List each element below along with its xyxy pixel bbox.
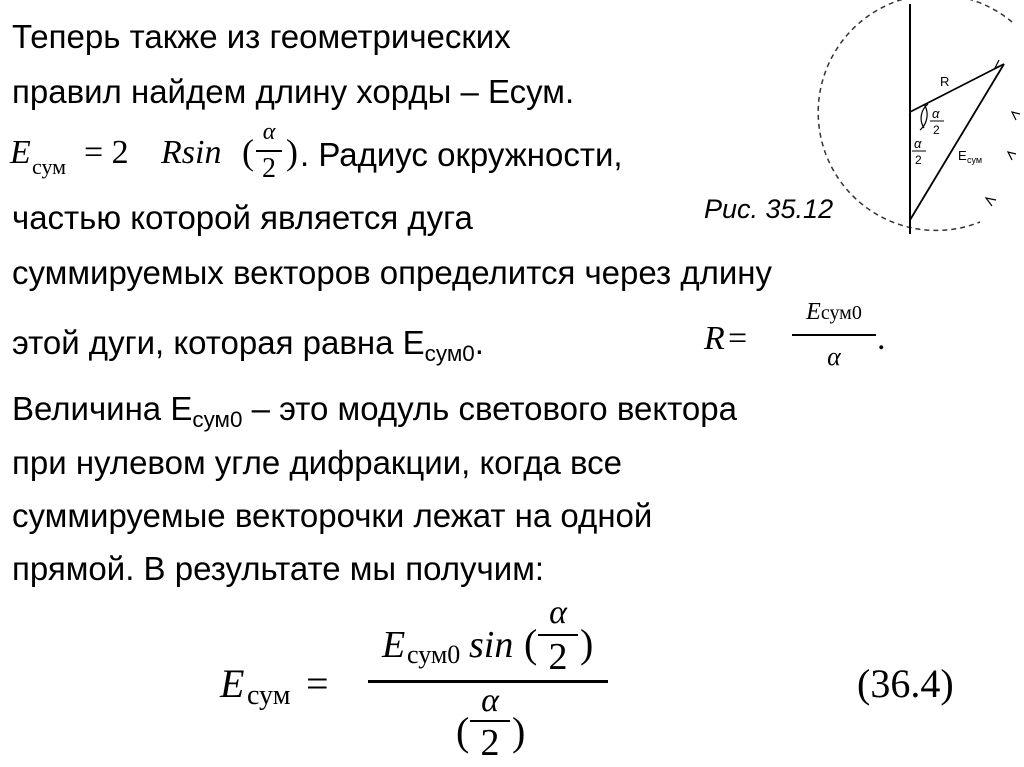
main-formula [220, 592, 1000, 762]
text-line-8: при нулевом угле дифракции, когда все [12, 444, 622, 481]
main-fraction-denominator: ( α 2 ) [456, 682, 526, 764]
radius-formula-R: R [704, 320, 725, 357]
arc-arrow-2 [1012, 112, 1020, 120]
main-formula-E: E [220, 661, 245, 706]
fig-label-E-sub: сум [967, 155, 983, 165]
radius-fraction [792, 294, 876, 372]
fig-label-two-1: 2 [933, 123, 940, 137]
chord-formula-eq: = 2 [84, 134, 129, 171]
chord-formula-close: ) [286, 132, 298, 172]
dashed-circle [818, 0, 1012, 230]
chord-formula-E: E [10, 134, 31, 171]
radius-fraction-den: α [827, 342, 841, 371]
text-line-7-sub: сум0 [192, 407, 243, 433]
equation-number: (36.4) [857, 661, 954, 706]
fig-label-two-2: 2 [915, 153, 922, 167]
main-fraction [368, 592, 608, 762]
fig-label-E: E [958, 148, 967, 163]
text-line-7-start: Величина Е [12, 390, 193, 427]
text-line-2: правил найдем длину хорды – Есум. [12, 73, 575, 110]
text-line-1: Теперь также из геометрических [12, 18, 511, 55]
text-line-10: прямой. В результате мы получим: [12, 550, 545, 587]
chord-formula-sub: сум [32, 154, 67, 179]
radius-fraction-bar [792, 334, 876, 336]
arc-arrow-3 [1008, 152, 1016, 160]
chord-fraction [256, 118, 282, 186]
radius-formula [704, 294, 904, 374]
radius-fraction-num: Eсум0 [806, 299, 862, 325]
chord-fraction-bar [256, 150, 282, 152]
chord-fraction-den: 2 [262, 153, 276, 184]
radius-formula-eq: = [728, 320, 748, 357]
text-line-9: суммируемые векторочки лежат на одной [12, 497, 653, 534]
text-line-3: . Радиус окружности, [300, 136, 623, 173]
chord-formula-rsin: Rsin [161, 134, 222, 171]
fig-label-alpha-2: α [914, 136, 922, 151]
fig-label-R: R [940, 74, 950, 89]
text-line-6-end: . [474, 324, 484, 361]
chord-fraction-num: α [262, 119, 276, 145]
main-formula-eq: = [306, 661, 329, 706]
text-line-5: суммируемых векторов определится через длину [12, 254, 772, 291]
chord-formula-open: ( [242, 132, 254, 172]
figure-caption: Рис. 35.12 [704, 194, 834, 224]
text-line-6-start: этой дуги, которая равна Е [12, 324, 425, 361]
arc-arrow-4 [986, 198, 996, 206]
text-line-7-end: – это модуль светового вектора [242, 390, 737, 427]
main-formula-sub: сум [247, 680, 291, 711]
main-fraction-numerator: E сум0 sin ( α 2 ) [382, 594, 594, 678]
text-line-6 [12, 326, 484, 366]
text-line-4: частью которой является дуга [12, 199, 473, 236]
text-line-6-sub: сум0 [424, 341, 475, 367]
fig-label-alpha-1: α [932, 106, 940, 121]
chord-formula [10, 118, 770, 188]
text-line-7 [12, 392, 737, 432]
radius-formula-period: . [877, 320, 886, 357]
